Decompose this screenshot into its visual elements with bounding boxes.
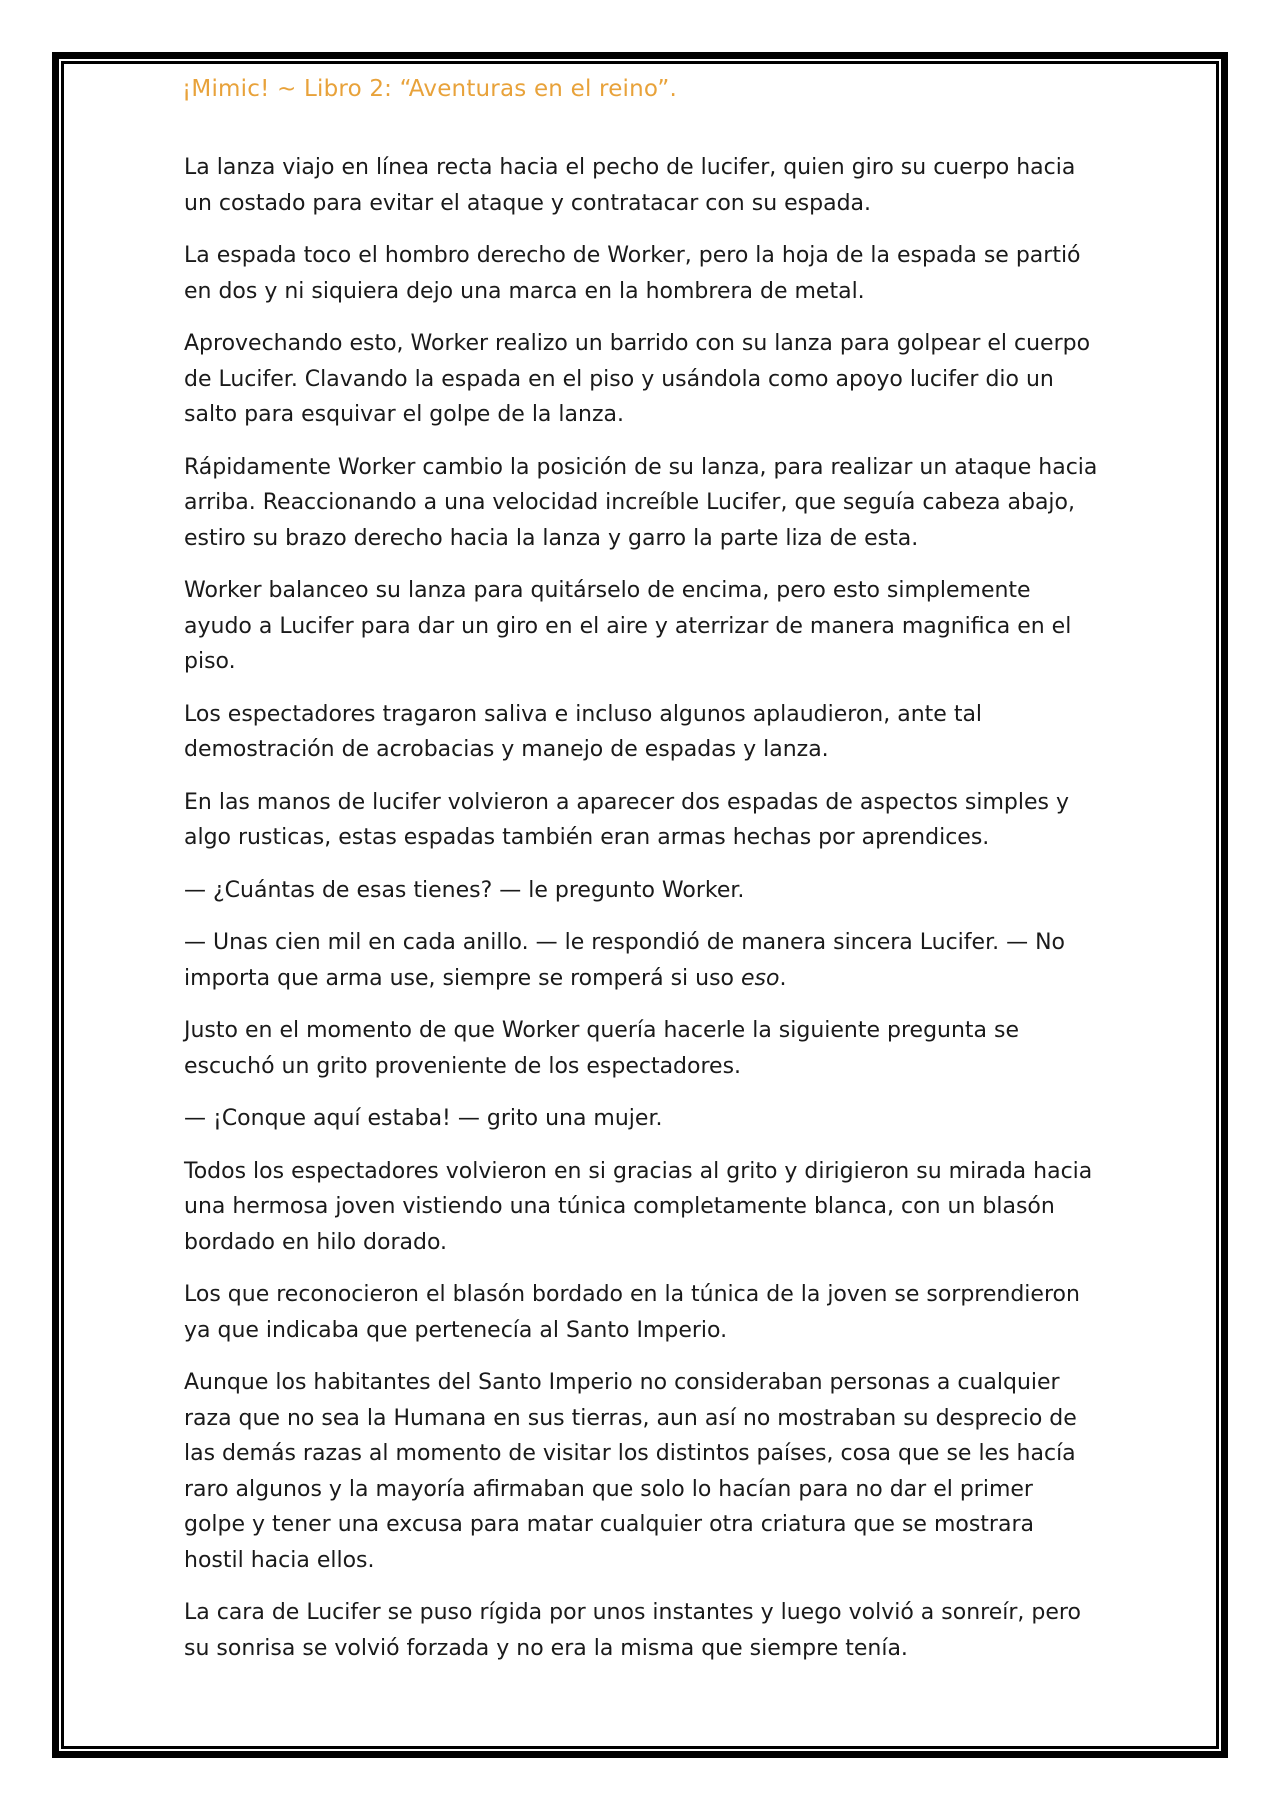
paragraph: Los que reconocieron el blasón bordado en la túnica de la joven se sorprendieron ya que indicaba que pertenecía al Santo Imperio. — [184, 1282, 1080, 1343]
dialogue-text-end: . — [779, 965, 787, 991]
paragraph: Los espectadores tragaron saliva e incluso algunos aplaudieron, ante tal demostración de acrobacias y manejo de espadas y lanza. — [184, 701, 983, 762]
paragraph: Aunque los habitantes del Santo Imperio no consideraban personas a cualquier raza que no sea la Humana en sus tierras, aun así no mostraban su desprecio de las demás razas al momento de visitar los distintos países, cosa que se les hacía raro algunos y la mayoría afirmaban que solo lo hacían para no dar el primer golpe y tener una excusa para matar cualquier otra criatura que se mostrara hostil hacia ellos. — [184, 1370, 1077, 1573]
paragraph: La espada toco el hombro derecho de Worker, pero la hoja de la espada se partió en dos y ni siquiera dejo una marca en la hombrera de metal. — [184, 243, 1081, 304]
dialogue-paragraph: — ¿Cuántas de esas tienes? — le pregunto Worker. — [184, 877, 745, 903]
paragraph: En las manos de lucifer volvieron a aparecer dos espadas de aspectos simples y algo rusticas, estas espadas también eran armas hechas por aprendices. — [184, 789, 1070, 850]
paragraph: Rápidamente Worker cambio la posición de su lanza, para realizar un ataque hacia arriba. Reaccionando a una velocidad increíble Lucifer, que seguía cabeza abajo, estiro su brazo derecho hacia la lanza y garro la parte liza de esta. — [184, 454, 1098, 551]
paragraph: Todos los espectadores volvieron en si gracias al grito y dirigieron su mirada hacia una hermosa joven vistiendo una túnica completamente blanca, con un blasón bordado en hilo dorado. — [184, 1158, 1093, 1255]
emphasized-word: eso — [741, 965, 780, 991]
paragraph: Worker balanceo su lanza para quitárselo de encima, pero esto simplemente ayudo a Lucifer para dar un giro en el aire y aterrizar de manera magnifica en el piso. — [184, 578, 1072, 674]
paragraph: Aprovechando esto, Worker realizo un barrido con su lanza para golpear el cuerpo de Lucifer. Clavando la espada en el piso y usándola como apoyo lucifer dio un salto para esquivar el golpe de la lanza. — [184, 331, 1091, 427]
dialogue-paragraph: — ¡Conque aquí estaba! — grito una mujer. — [184, 1106, 663, 1131]
document-body — [184, 150, 1099, 1683]
paragraph: Justo en el momento de que Worker quería hacerle la siguiente pregunta se escuchó un grito proveniente de los espectadores. — [184, 1018, 1020, 1079]
dialogue-text: — Unas cien mil en cada anillo. — le respondió de manera sincera Lucifer. — No importa que arma use, siempre se romperá si uso — [184, 930, 1065, 991]
dialogue-paragraph — [184, 925, 1099, 996]
paragraph: La cara de Lucifer se puso rígida por unos instantes y luego volvió a sonreír, pero su sonrisa se volvió forzada y no era la misma que siempre tenía. — [184, 1600, 1081, 1661]
book-header-title: ¡Mimic! ~ Libro 2: “Aventuras en el reino”. — [182, 76, 677, 102]
paragraph: La lanza viajo en línea recta hacia el pecho de lucifer, quien giro su cuerpo hacia un costado para evitar el ataque y contratacar con su espada. — [184, 155, 1076, 216]
